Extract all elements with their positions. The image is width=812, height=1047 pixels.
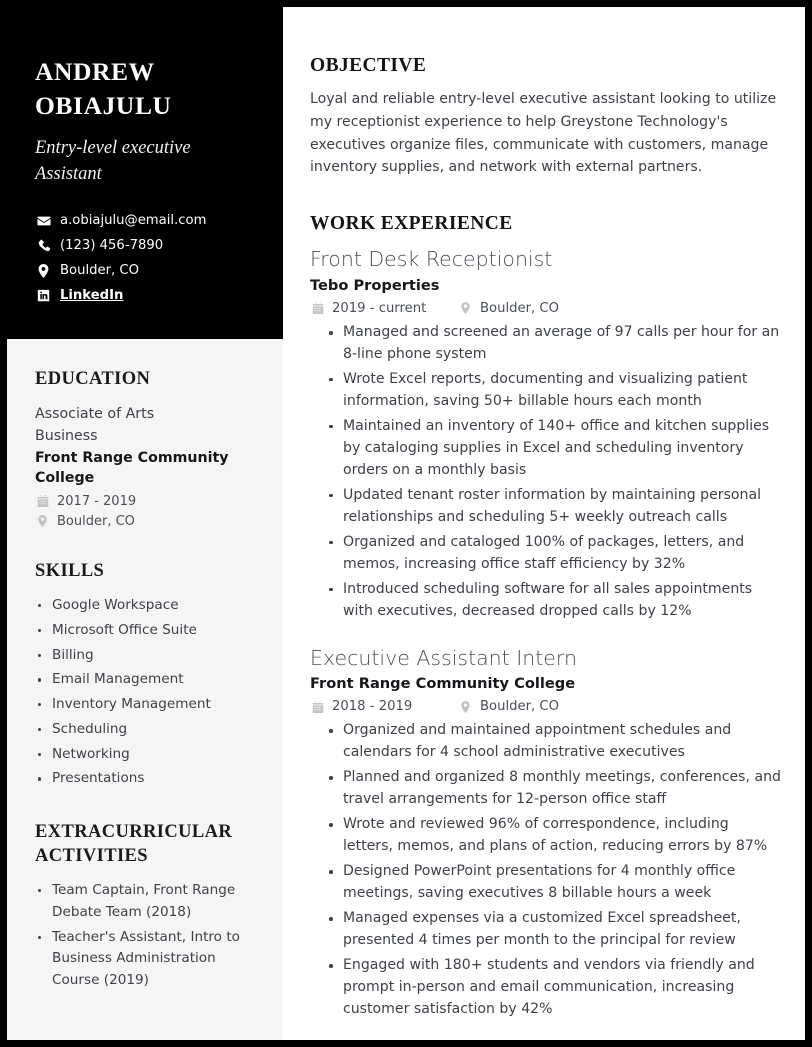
list-item: Updated tenant roster information by maintaining personal relationships and scheduling 5+ weekly outreach calls xyxy=(326,485,781,529)
list-item: Networking xyxy=(35,744,255,766)
skills-section xyxy=(35,559,255,790)
education-dates-row xyxy=(35,494,255,509)
education-field: Business xyxy=(35,427,98,444)
extracurricular-list xyxy=(35,880,255,992)
list-item: Billing xyxy=(35,645,255,667)
job-location-cell xyxy=(458,301,559,316)
contact-linkedin-label[interactable]: LinkedIn xyxy=(60,287,124,303)
map-pin-icon xyxy=(35,264,52,278)
list-item: Engaged with 180+ students and vendors via friendly and prompt in-person and email communication, increasing customer satisfaction by 42% xyxy=(326,955,781,1021)
work-experience-heading: WORK EXPERIENCE xyxy=(310,213,513,235)
map-pin-icon xyxy=(458,302,473,314)
job-dates: 2018 - 2019 xyxy=(332,699,413,715)
job-meta xyxy=(310,699,781,714)
contact-item-phone[interactable] xyxy=(35,238,255,254)
list-item: Maintained an inventory of 140+ office and kitchen supplies by cataloging supplies in Excel and scheduling inventory orders on a monthly basis xyxy=(326,416,781,482)
main-column xyxy=(283,7,805,1040)
job-company: Tebo Properties xyxy=(310,276,440,294)
job-company: Front Range Community College xyxy=(310,675,576,693)
objective-heading: OBJECTIVE xyxy=(310,55,427,76)
sidebar xyxy=(7,7,283,1040)
envelope-icon xyxy=(35,214,52,228)
job-meta xyxy=(310,301,781,316)
list-item: Microsoft Office Suite xyxy=(35,620,255,642)
list-item: Organized and maintained appointment schedules and calendars for 4 school administrative executives xyxy=(326,720,781,764)
list-item: Managed expenses via a customized Excel spreadsheet, presented 4 times per month to the principal for review xyxy=(326,908,781,952)
job-title: Executive Assistant Intern xyxy=(310,645,577,670)
education-location: Boulder, CO xyxy=(57,513,135,529)
list-item: Managed and screened an average of 97 calls per hour for an 8-line phone system xyxy=(326,322,781,366)
phone-icon xyxy=(35,239,52,253)
contact-item-email[interactable] xyxy=(35,213,255,229)
sidebar-header xyxy=(7,7,283,339)
calendar-icon xyxy=(310,302,325,314)
job-location: Boulder, CO xyxy=(480,300,560,316)
job-location-cell xyxy=(458,699,559,714)
resume-page xyxy=(7,7,805,1040)
contact-email-label: a.obiajulu@email.com xyxy=(60,213,207,229)
job-bullet-list xyxy=(310,720,781,1021)
contact-phone-label: (123) 456-7890 xyxy=(60,238,164,254)
sidebar-body xyxy=(7,339,283,1040)
contact-item-location xyxy=(35,263,255,279)
job-title: Front Desk Receptionist xyxy=(310,247,553,272)
list-item: Introduced scheduling software for all sales appointments with executives, decreased dropped calls by 12% xyxy=(326,579,781,623)
list-item: Organized and cataloged 100% of packages, letters, and memos, increasing office staff efficiency by 32% xyxy=(326,532,781,576)
extracurricular-heading: EXTRACURRICULAR ACTIVITIES xyxy=(35,822,233,867)
candidate-role: Entry-level executive Assistant xyxy=(35,138,191,184)
skills-list xyxy=(35,595,255,790)
job-location: Boulder, CO xyxy=(480,699,560,715)
education-section xyxy=(35,367,255,529)
extracurricular-section xyxy=(35,820,255,992)
list-item: Presentations xyxy=(35,768,255,790)
contact-list xyxy=(35,213,255,303)
job-entry xyxy=(310,246,781,622)
contact-location-label: Boulder, CO xyxy=(60,263,140,279)
job-dates: 2019 - current xyxy=(332,300,427,316)
job-bullet-list xyxy=(310,322,781,623)
list-item: Google Workspace xyxy=(35,595,255,617)
candidate-name: ANDREW OBIAJULU xyxy=(35,57,172,120)
map-pin-icon xyxy=(458,701,473,713)
list-item: Inventory Management xyxy=(35,694,255,716)
section-divider xyxy=(310,179,781,213)
objective-text: Loyal and reliable entry-level executive assistant looking to utilize my receptionist experience to help Greystone Technology's executives organize files, communicate with customers, manage inventory supplies, and network with external partners. xyxy=(310,91,777,176)
calendar-icon xyxy=(310,701,325,713)
list-item: Scheduling xyxy=(35,719,255,741)
job-dates-cell xyxy=(310,301,458,316)
job-dates-cell xyxy=(310,699,458,714)
list-item: Teacher's Assistant, Intro to Business Administration Course (2019) xyxy=(35,927,255,992)
list-item: Email Management xyxy=(35,669,255,691)
list-item: Wrote and reviewed 96% of correspondence, including letters, memos, and plans of action, reducing errors by 87% xyxy=(326,814,781,858)
skills-heading: SKILLS xyxy=(35,560,105,581)
education-heading: EDUCATION xyxy=(35,368,151,389)
education-dates: 2017 - 2019 xyxy=(57,493,137,509)
list-item: Wrote Excel reports, documenting and visualizing patient information, saving 50+ billable hours each month xyxy=(326,369,781,413)
objective-section xyxy=(310,55,781,179)
work-experience-section xyxy=(310,213,781,1021)
map-pin-icon xyxy=(35,515,50,527)
education-degree: Associate of Arts xyxy=(35,405,155,422)
list-item: Team Captain, Front Range Debate Team (2018) xyxy=(35,880,255,924)
contact-item-linkedin[interactable] xyxy=(35,288,255,304)
calendar-icon xyxy=(35,495,50,507)
linkedin-icon xyxy=(35,289,52,302)
list-item: Planned and organized 8 monthly meetings, conferences, and travel arrangements for 12-person office staff xyxy=(326,767,781,811)
education-location-row xyxy=(35,514,255,529)
list-item: Designed PowerPoint presentations for 4 monthly office meetings, saving executives 8 billable hours a week xyxy=(326,861,781,905)
education-school: Front Range Community College xyxy=(35,449,229,487)
job-entry xyxy=(310,645,781,1021)
